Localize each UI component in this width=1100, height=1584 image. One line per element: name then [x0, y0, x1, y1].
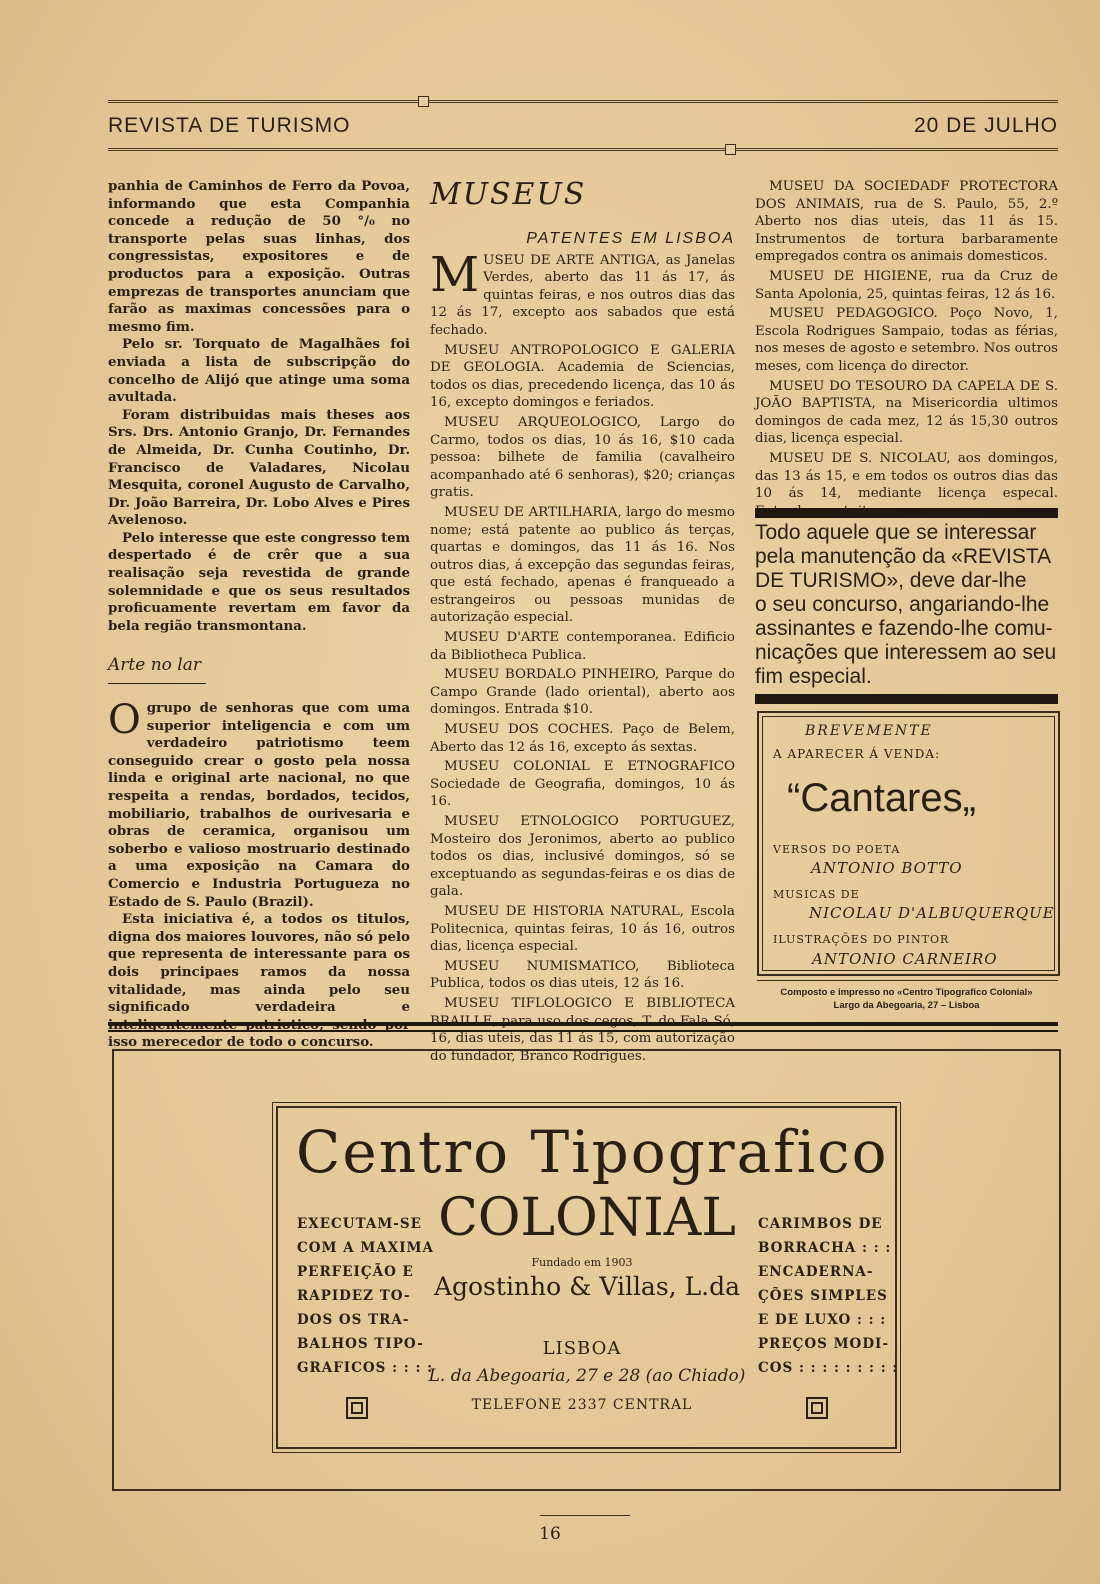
advert-line: CARIMBOS DE: [758, 1216, 883, 1232]
section-divider: [108, 1022, 1058, 1026]
square-ornament-icon: [806, 1397, 828, 1419]
museus-title: MUSEUS: [430, 177, 587, 212]
museum-entry: MUSEU DA SOCIEDADF PROTECTORA DOS ANIMAIS, rua de S. Paulo, 55, 2.º Aberto nos dias uteis, das 11 ás 15. Instrumentos de tortura barbaramente empregados contra os animais domesticos.: [755, 179, 1058, 265]
section-title: Arte no lar: [108, 655, 201, 676]
musicas-label: MUSICAS DE: [773, 888, 860, 901]
advert-line: PREÇOS MODI-: [758, 1336, 889, 1352]
header-rule-top: [108, 100, 1058, 103]
paragraph: Pelo interesse que este congresso tem despertado é de crêr que a sua realisação seja revestida de grande solemnidade e que os seus resultados proficuamente revertam em favor da bela região transmontana.: [108, 529, 410, 634]
imprint-rule: [757, 980, 1058, 981]
advert-address: L. da Abegoaria, 27 e 28 (ao Chiado): [428, 1366, 746, 1386]
museum-entry: MUSEU ETNOLOGICO PORTUGUEZ, Mosteiro dos Jeronimos, aberto ao publico todos os dias, inclusivé domingos, só se exceptuando as segundas-feiras e os dias de gala.: [430, 814, 735, 900]
advert-founded: Fundado em 1903: [531, 1256, 633, 1269]
advert-line: COM A MAXIMA: [297, 1240, 434, 1256]
museum-entry: USEU DE ARTE ANTIGA, as Janelas Verdes, aberto das 11 ás 17, ás quintas feiras, e nos outros dias das 12 ás 17, excepto aos sabados que está fechado.: [430, 252, 735, 338]
museum-entry: MUSEU DOS COCHES. Paço de Belem, Aberto das 12 ás 16, excepto ás sextas.: [430, 722, 735, 755]
imprint: [755, 986, 1058, 1012]
drop-cap: M: [430, 246, 480, 303]
notice-line: DE TURISMO», deve dar-lhe: [755, 569, 1027, 592]
section-underline: [108, 683, 206, 684]
advert-firm: Agostinho & Villas, L.da: [433, 1272, 741, 1301]
notice-line: assinantes e fazendo-lhe comu-: [755, 617, 1053, 640]
advert-line: DOS OS TRA-: [297, 1312, 410, 1328]
museum-entry: MUSEU DE ARTILHARIA, largo do mesmo nome; está patente ao publico ás terças, quartas e domingos, das 11 ás 16. Nos outros dias, á excepção das segundas feiras, que está fechado, apenas é franqueado a estrangeiros ou pessoas munidas de autorização especial.: [430, 504, 735, 626]
paragraph: panhia de Caminhos de Ferro da Povoa, informando que esta Companhia concede a redução de 50 °/₀ no transporte pelas suas linhas, dos congressistas, expositores e de productos para a exposição. Outras emprezas de transportes anunciam que farão as maximas concessões para o mesmo fim.: [108, 178, 410, 335]
imprint-line: Composto e impresso no «Centro Tipografico Colonial»: [780, 987, 1033, 998]
advert-right-text: [758, 1212, 899, 1380]
museum-entry: MUSEU DE HIGIENE, rua da Cruz de Santa Apolonia, 25, quintas feiras, 12 ás 16.: [755, 268, 1058, 302]
ilustracoes-label: ILUSTRAÇÕES DO PINTOR: [773, 933, 950, 946]
advert-line: PERFEIÇÃO E: [297, 1264, 414, 1280]
paragraph: grupo de senhoras que com uma superior inteligencia e com um verdadeiro patriotismo teem conseguido crear o gosto pela nossa linda e original arte nacional, no que respeita a rendas, bordados, tecidos, mobiliario, trabalhos de ourivesaria e obras de ceramica, organisou um soberbo e valioso mostruario destinado a uma exposição na Camara do Comercio e Industria Portugueza no Estado de S. Paulo (Brazil).: [108, 700, 410, 910]
museum-entry: MUSEU TIFLOLOGICO E BIBLIOTECA BRAILLE, para uso dos cegos, T. do Fala Só, 16, dias uteis, das 11 ás 15, com autorização do fundador, Branco Rodrigues.: [430, 995, 735, 1064]
notice-line: pela manutenção da «REVISTA: [755, 545, 1052, 568]
museum-entry: MUSEU DO TESOURO DA CAPELA DE S. JOÃO BAPTISTA, na Misericordia ultimos domingos de cada mez, 12 ás 15,30 outros dias, licença especial.: [755, 378, 1058, 447]
museum-entry: MUSEU COLONIAL E ETNOGRAFICO Sociedade de Geografia, domingos, 10 ás 16.: [430, 759, 735, 810]
header-rule-bottom: [108, 148, 1058, 151]
advert-line: BORRACHA : : :: [758, 1240, 892, 1256]
museum-entry: MUSEU DE HISTORIA NATURAL, Escola Politecnica, quintas feiras, 10 ás 16, outros dias, licença especial.: [430, 903, 735, 955]
advert-line: E DE LUXO : : :: [758, 1312, 887, 1328]
column-2: [430, 178, 735, 1067]
composer-name: NICOLAU D'ALBUQUERQUE: [809, 904, 1055, 922]
museum-entry: MUSEU NUMISMATICO, Biblioteca Publica, todos os dias uteis, 12 ás 16.: [430, 958, 735, 992]
notice-line: nicações que interessem ao seu: [755, 641, 1057, 664]
a-aparecer-label: A APARECER Á VENDA:: [773, 747, 941, 761]
notice-line: fim especial.: [755, 665, 872, 688]
advert-line: ÇÕES SIMPLES: [758, 1288, 888, 1304]
advert-line: RAPIDEZ TO-: [297, 1288, 411, 1304]
subscription-notice: [755, 521, 1058, 689]
rule-ornament: [418, 96, 429, 107]
museum-entry: MUSEU BORDALO PINHEIRO, Parque do Campo Grande (lado oriental), aberto aos domingos. Entrada $10.: [430, 667, 735, 718]
issue-date: 20 DE JULHO: [913, 114, 1058, 137]
museum-entry: MUSEU ARQUEOLOGICO, Largo do Carmo, todos os dias, 10 ás 16, $10 cada pessoa: bilhete de familia (cavalheiro acompanhado até 6 senhoras), $20; crianças gratis.: [430, 414, 735, 501]
imprint-line: Largo da Abegoaria, 27 – Lisboa: [833, 1000, 980, 1011]
column-3: [755, 178, 1058, 522]
drop-cap: O: [108, 697, 141, 744]
notice-line: o seu concurso, angariando-lhe: [755, 593, 1050, 616]
page-number: 16: [539, 1524, 561, 1544]
notice-line: Todo aquele que se interessar: [755, 521, 1037, 544]
notice-rule-top: [755, 508, 1058, 518]
advert-line: COS : : : : : : : : :: [758, 1360, 899, 1376]
poet-name: ANTONIO BOTTO: [811, 859, 963, 877]
paragraph: Pelo sr. Torquato de Magalhães foi enviada a lista de subscripção do concelho de Alijó que atinge uma soma avultada.: [108, 336, 410, 406]
advert-line: GRAFICOS : : : :: [297, 1360, 434, 1376]
column-1: [108, 178, 410, 1052]
notice-rule-bottom: [755, 694, 1058, 704]
book-title: “Cantares„: [787, 776, 976, 820]
advert-line: ENCADERNA-: [758, 1264, 874, 1280]
museum-entry: MUSEU ANTROPOLOGICO E GALERIA DE GEOLOGIA. Academia de Sciencias, todos os dias, precedendo licença, das 10 ás 16, excepto domingos e feriados.: [430, 342, 735, 411]
advert-city: LISBOA: [542, 1338, 622, 1359]
museum-entry: MUSEU D'ARTE contemporanea. Edificio da Bibliotheca Publica.: [430, 630, 735, 663]
section-divider: [108, 1030, 1058, 1032]
advert-line: EXECUTAM-SE: [297, 1216, 422, 1232]
masthead-title: REVISTA DE TURISMO: [108, 114, 351, 137]
museus-subtitle: PATENTES EM LISBOA: [526, 230, 735, 247]
square-ornament-icon: [346, 1397, 368, 1419]
advert-telephone: TELEFONE 2337 CENTRAL: [471, 1397, 693, 1413]
advert-title: Centro Tipografico: [296, 1118, 889, 1186]
painter-name: ANTONIO CARNEIRO: [812, 950, 998, 968]
rule-ornament: [725, 144, 736, 155]
paragraph: Esta iniciativa é, a todos os titulos, digna dos maiores louvores, não só pelo que representa de interessante para os dois principaes ramos da nossa vitalidade, mas ainda pelo seu significado verdadeira e inteligentemente patriotico; sendo por isso merecedor de todo o concurso.: [108, 911, 410, 1051]
page-number-rule: [540, 1515, 630, 1516]
advert-left-text: [297, 1212, 434, 1380]
museum-entry: MUSEU DE S. NICOLAU, aos domingos, das 13 ás 15, e em todos os outros dias das 10 ás 14, mediante licença especal.: [755, 450, 1058, 502]
paragraph: Foram distribuidas mais theses aos Srs. Drs. Antonio Granjo, Dr. Fernandes de Almeida, Dr. Cunha Coutinho, Dr. Francisco de Valadares, Nicolau Mesquita, coronel Augusto de Carvalho, Dr. João Barreira, Dr. Lobo Alves e Pires Avelenoso.: [108, 406, 410, 529]
museum-entry: MUSEU PEDAGOGICO. Poço Novo, 1, Escola Rodrigues Sampaio, todas as férias, nos meses de agosto e setembro. Nos outros meses, com licença do director.: [755, 306, 1058, 374]
advert-colonial: COLONIAL: [438, 1188, 736, 1248]
brevemente-label: BREVEMENTE: [805, 723, 933, 739]
advert-line: BALHOS TIPO-: [297, 1336, 424, 1352]
versos-label: VERSOS DO POETA: [773, 843, 901, 856]
